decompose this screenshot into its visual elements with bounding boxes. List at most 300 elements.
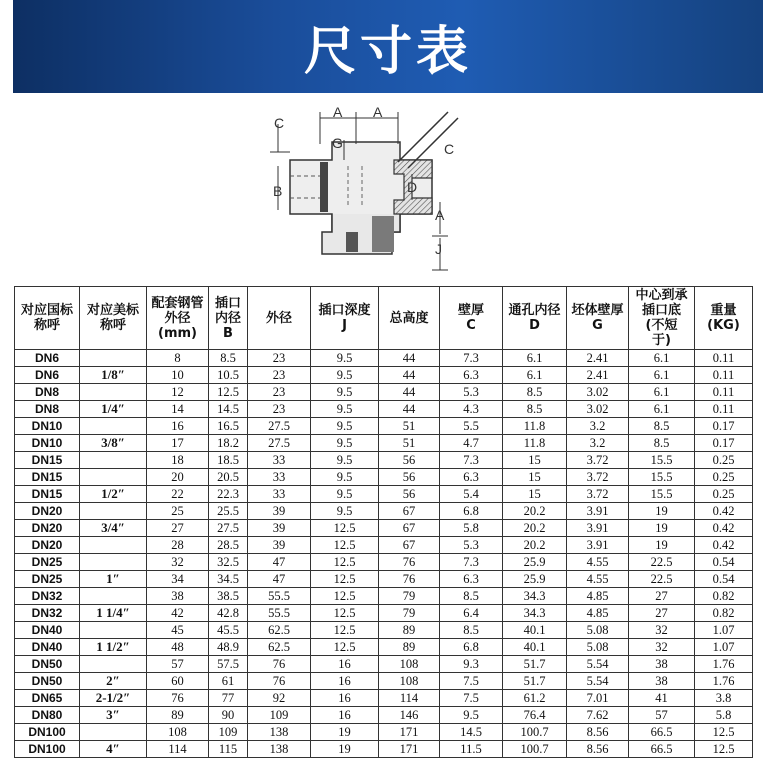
table-cell: 42.8 (209, 605, 248, 622)
table-cell: 8.5 (440, 588, 503, 605)
table-cell: 0.25 (695, 452, 753, 469)
table-cell: 61 (209, 673, 248, 690)
table-cell: 39 (248, 503, 311, 520)
table-cell: DN20 (15, 503, 80, 520)
table-cell: 7.5 (440, 690, 503, 707)
table-cell: 0.17 (695, 435, 753, 452)
table-cell: 57 (629, 707, 695, 724)
table-cell: 1.07 (695, 639, 753, 656)
table-cell: 4″ (80, 741, 147, 758)
table-cell: 9.5 (311, 469, 379, 486)
table-cell: DN15 (15, 486, 80, 503)
table-cell: 76 (248, 673, 311, 690)
table-cell: 0.54 (695, 571, 753, 588)
table-cell: DN80 (15, 707, 80, 724)
table-row (15, 486, 753, 503)
table-cell: 11.8 (503, 418, 567, 435)
table-cell: 90 (209, 707, 248, 724)
table-cell: DN15 (15, 452, 80, 469)
table-cell: 45.5 (209, 622, 248, 639)
table-cell: 42 (147, 605, 209, 622)
table-cell: 4.85 (567, 588, 629, 605)
table-row (15, 503, 753, 520)
table-cell: 4.85 (567, 605, 629, 622)
table-cell: 18.2 (209, 435, 248, 452)
table-cell: 5.3 (440, 537, 503, 554)
table-cell: 89 (379, 622, 440, 639)
table-cell: 5.54 (567, 656, 629, 673)
table-cell: 0.11 (695, 367, 753, 384)
table-cell: 9.5 (440, 707, 503, 724)
table-cell: DN6 (15, 350, 80, 367)
table-cell: 8.5 (503, 401, 567, 418)
table-cell: 32.5 (209, 554, 248, 571)
table-cell: 15.5 (629, 452, 695, 469)
table-cell: DN6 (15, 367, 80, 384)
table-cell: 3.8 (695, 690, 753, 707)
table-cell: DN20 (15, 520, 80, 537)
table-cell: 79 (379, 588, 440, 605)
table-cell: 15.5 (629, 486, 695, 503)
column-header: 插口 内径 B (209, 287, 248, 350)
table-cell: 18.5 (209, 452, 248, 469)
table-cell: 4.3 (440, 401, 503, 418)
table-cell: 5.08 (567, 622, 629, 639)
table-cell: 34 (147, 571, 209, 588)
table-cell: 4.7 (440, 435, 503, 452)
size-table (14, 286, 753, 758)
table-cell: DN100 (15, 724, 80, 741)
table-cell: 57 (147, 656, 209, 673)
table-row (15, 622, 753, 639)
label-a-right: A (373, 104, 383, 120)
table-cell: 47 (248, 571, 311, 588)
table-cell: 3″ (80, 707, 147, 724)
table-cell: DN15 (15, 469, 80, 486)
table-cell: 0.11 (695, 384, 753, 401)
table-cell: 57.5 (209, 656, 248, 673)
table-cell: 89 (147, 707, 209, 724)
table-row (15, 588, 753, 605)
table-cell: 3/4″ (80, 520, 147, 537)
table-cell: DN8 (15, 384, 80, 401)
table-cell: 38 (147, 588, 209, 605)
table-cell: 114 (147, 741, 209, 758)
table-cell: 1″ (80, 571, 147, 588)
table-cell: 6.8 (440, 503, 503, 520)
table-cell: 6.1 (629, 350, 695, 367)
table-cell: 15.5 (629, 469, 695, 486)
table-cell: 6.1 (629, 367, 695, 384)
table-cell: 3.72 (567, 486, 629, 503)
table-cell: 6.3 (440, 571, 503, 588)
table-cell: 108 (147, 724, 209, 741)
table-cell: 9.5 (311, 367, 379, 384)
table-cell: 27.5 (209, 520, 248, 537)
table-cell: 8.56 (567, 724, 629, 741)
table-cell (80, 724, 147, 741)
table-cell: 3.02 (567, 384, 629, 401)
table-cell: 45 (147, 622, 209, 639)
table-cell: 40.1 (503, 639, 567, 656)
table-cell: 1.07 (695, 622, 753, 639)
table-cell (80, 503, 147, 520)
table-cell: 12.5 (311, 520, 379, 537)
table-cell: 3.02 (567, 401, 629, 418)
table-row (15, 571, 753, 588)
table-cell: 0.54 (695, 554, 753, 571)
table-cell: 5.08 (567, 639, 629, 656)
table-cell: 3.72 (567, 469, 629, 486)
table-cell: 38.5 (209, 588, 248, 605)
table-cell: 77 (209, 690, 248, 707)
table-cell (80, 452, 147, 469)
table-cell: 0.82 (695, 605, 753, 622)
table-cell: 34.5 (209, 571, 248, 588)
table-row (15, 741, 753, 758)
table-cell (80, 350, 147, 367)
table-cell: 76.4 (503, 707, 567, 724)
table-cell: 7.5 (440, 673, 503, 690)
table-cell: DN50 (15, 656, 80, 673)
table-cell: 12.5 (695, 724, 753, 741)
table-cell: 8.56 (567, 741, 629, 758)
table-cell: 1.76 (695, 656, 753, 673)
table-cell: 0.25 (695, 469, 753, 486)
table-cell: 25.9 (503, 554, 567, 571)
table-cell: 7.3 (440, 350, 503, 367)
column-header: 壁厚 C (440, 287, 503, 350)
table-cell: DN10 (15, 418, 80, 435)
table-cell: 20.2 (503, 503, 567, 520)
table-cell: 48.9 (209, 639, 248, 656)
table-cell: 2.41 (567, 350, 629, 367)
table-cell (80, 469, 147, 486)
table-cell: 6.3 (440, 469, 503, 486)
table-cell: 41 (629, 690, 695, 707)
title-banner (13, 0, 763, 93)
tee-fitting-diagram (262, 104, 512, 276)
table-cell: 9.5 (311, 503, 379, 520)
table-cell: 0.17 (695, 418, 753, 435)
table-cell: 4.55 (567, 571, 629, 588)
table-cell: 51.7 (503, 656, 567, 673)
table-cell: 12 (147, 384, 209, 401)
table-cell: 32 (147, 554, 209, 571)
table-cell: 100.7 (503, 724, 567, 741)
table-cell (80, 384, 147, 401)
label-c-right: C (444, 141, 455, 157)
table-cell: 19 (311, 741, 379, 758)
table-cell: 17 (147, 435, 209, 452)
table-row (15, 656, 753, 673)
table-cell: 60 (147, 673, 209, 690)
table-cell: 27.5 (248, 418, 311, 435)
table-cell: 44 (379, 350, 440, 367)
table-cell: 7.01 (567, 690, 629, 707)
table-cell: 27.5 (248, 435, 311, 452)
table-cell: 16 (311, 690, 379, 707)
table-cell: 44 (379, 384, 440, 401)
table-cell: 23 (248, 367, 311, 384)
table-cell: 76 (248, 656, 311, 673)
table-cell: 0.25 (695, 486, 753, 503)
table-cell: 6.1 (503, 350, 567, 367)
table-cell: 23 (248, 350, 311, 367)
table-cell: 11.5 (440, 741, 503, 758)
table-cell: 12.5 (311, 588, 379, 605)
table-cell (80, 622, 147, 639)
table-cell: 89 (379, 639, 440, 656)
table-cell: 4.55 (567, 554, 629, 571)
label-a-left: A (333, 104, 343, 120)
column-header: 总高度 (379, 287, 440, 350)
table-cell: 39 (248, 537, 311, 554)
table-cell: DN25 (15, 571, 80, 588)
table-cell: 0.11 (695, 401, 753, 418)
table-row (15, 724, 753, 741)
table-cell: 12.5 (311, 554, 379, 571)
table-cell: DN50 (15, 673, 80, 690)
column-header: 通孔内径 D (503, 287, 567, 350)
table-cell: 47 (248, 554, 311, 571)
table-cell: 16 (311, 673, 379, 690)
column-header: 对应美标 称呼 (80, 287, 147, 350)
table-cell: 9.5 (311, 350, 379, 367)
column-header: 插口深度 J (311, 287, 379, 350)
table-cell: 27 (147, 520, 209, 537)
table-cell: 27 (629, 588, 695, 605)
table-cell: 9.5 (311, 452, 379, 469)
table-cell: 33 (248, 486, 311, 503)
label-j: J (435, 241, 442, 257)
table-cell: 3.91 (567, 537, 629, 554)
table-cell: 15 (503, 486, 567, 503)
table-cell: 1/8″ (80, 367, 147, 384)
column-header: 坯体壁厚 G (567, 287, 629, 350)
table-cell: 0.42 (695, 537, 753, 554)
table-cell: 34.3 (503, 588, 567, 605)
table-cell: 28.5 (209, 537, 248, 554)
table-cell: 5.4 (440, 486, 503, 503)
table-cell: 12.5 (311, 605, 379, 622)
table-cell: DN20 (15, 537, 80, 554)
table-cell: 0.42 (695, 503, 753, 520)
table-cell: 9.3 (440, 656, 503, 673)
table-cell: 8.5 (629, 418, 695, 435)
table-cell: 3.2 (567, 435, 629, 452)
table-cell (80, 537, 147, 554)
table-cell: 8.5 (440, 622, 503, 639)
table-cell: 25.5 (209, 503, 248, 520)
table-cell: 12.5 (311, 537, 379, 554)
table-cell: 3.2 (567, 418, 629, 435)
table-cell: 16.5 (209, 418, 248, 435)
table-cell: 22 (147, 486, 209, 503)
table-cell: 7.3 (440, 554, 503, 571)
table-cell: 138 (248, 741, 311, 758)
table-cell: 14 (147, 401, 209, 418)
table-cell: 27 (629, 605, 695, 622)
table-cell: 171 (379, 724, 440, 741)
table-cell: 1/4″ (80, 401, 147, 418)
table-cell: 12.5 (311, 622, 379, 639)
table-row (15, 605, 753, 622)
table-cell: 138 (248, 724, 311, 741)
table-cell: 19 (629, 537, 695, 554)
table-cell: 48 (147, 639, 209, 656)
table-cell: 20 (147, 469, 209, 486)
table-cell: 16 (147, 418, 209, 435)
table-cell: 76 (147, 690, 209, 707)
table-cell: 5.8 (695, 707, 753, 724)
label-a-bottom: A (435, 207, 445, 223)
table-cell: 8 (147, 350, 209, 367)
table-cell: 5.5 (440, 418, 503, 435)
table-cell: 22.5 (629, 571, 695, 588)
table-cell: 114 (379, 690, 440, 707)
table-row (15, 554, 753, 571)
table-cell: 171 (379, 741, 440, 758)
table-cell: DN8 (15, 401, 80, 418)
table-cell: 55.5 (248, 588, 311, 605)
table-row (15, 367, 753, 384)
table-cell: 20.5 (209, 469, 248, 486)
table-row (15, 520, 753, 537)
table-cell (80, 588, 147, 605)
table-cell: 1 1/2″ (80, 639, 147, 656)
column-header: 外径 (248, 287, 311, 350)
table-row (15, 350, 753, 367)
table-cell: 11.8 (503, 435, 567, 452)
table-row (15, 690, 753, 707)
table-cell: 1 1/4″ (80, 605, 147, 622)
table-cell: 146 (379, 707, 440, 724)
table-cell: 108 (379, 673, 440, 690)
table-cell: 6.3 (440, 367, 503, 384)
table-header-row (15, 287, 753, 350)
table-cell: 8.5 (209, 350, 248, 367)
table-cell: 51.7 (503, 673, 567, 690)
table-row (15, 537, 753, 554)
table-cell: 25 (147, 503, 209, 520)
table-cell: 15 (503, 452, 567, 469)
table-cell: 39 (248, 520, 311, 537)
table-cell: DN100 (15, 741, 80, 758)
table-cell: 1.76 (695, 673, 753, 690)
table-cell: DN25 (15, 554, 80, 571)
table-cell: 9.5 (311, 418, 379, 435)
table-cell: 9.5 (311, 401, 379, 418)
table-cell: 19 (629, 503, 695, 520)
table-row (15, 435, 753, 452)
table-cell: 92 (248, 690, 311, 707)
table-cell: 32 (629, 622, 695, 639)
table-cell: 61.2 (503, 690, 567, 707)
table-row (15, 401, 753, 418)
table-cell: 56 (379, 452, 440, 469)
column-header: 对应国标 称呼 (15, 287, 80, 350)
table-cell: 115 (209, 741, 248, 758)
table-cell: DN10 (15, 435, 80, 452)
table-row (15, 384, 753, 401)
table-cell: 33 (248, 469, 311, 486)
table-cell: 12.5 (311, 571, 379, 588)
table-cell: DN32 (15, 588, 80, 605)
table-cell: 18 (147, 452, 209, 469)
column-header: 中心到承 插口底 (不短 于) (629, 287, 695, 350)
table-row (15, 418, 753, 435)
table-cell: 2-1/2″ (80, 690, 147, 707)
table-cell: 108 (379, 656, 440, 673)
banner-title: 尺寸表 (303, 22, 472, 82)
table-cell: 16 (311, 656, 379, 673)
table-cell (80, 418, 147, 435)
table-cell: 62.5 (248, 639, 311, 656)
table-cell: 9.5 (311, 384, 379, 401)
table-cell: 2.41 (567, 367, 629, 384)
table-row (15, 673, 753, 690)
table-cell: 16 (311, 707, 379, 724)
table-cell: 8.5 (629, 435, 695, 452)
table-row (15, 707, 753, 724)
table-cell: 5.8 (440, 520, 503, 537)
table-row (15, 639, 753, 656)
label-c-left: C (274, 115, 285, 131)
table-body (15, 350, 753, 758)
table-cell: 44 (379, 367, 440, 384)
label-d: D (407, 179, 418, 195)
table-cell: 7.3 (440, 452, 503, 469)
table-cell: DN32 (15, 605, 80, 622)
table-cell: 14.5 (440, 724, 503, 741)
table-cell: 9.5 (311, 435, 379, 452)
table-cell: 67 (379, 520, 440, 537)
table-cell: 23 (248, 401, 311, 418)
table-cell: 20.2 (503, 537, 567, 554)
table-cell (80, 656, 147, 673)
table-cell: 51 (379, 435, 440, 452)
table-cell: 12.5 (695, 741, 753, 758)
table-cell: 3.91 (567, 520, 629, 537)
label-b: B (273, 183, 283, 199)
tee-fitting-drawing (262, 104, 512, 276)
table-cell: 55.5 (248, 605, 311, 622)
table-cell: 6.1 (503, 367, 567, 384)
table-cell: 33 (248, 452, 311, 469)
table-cell: 79 (379, 605, 440, 622)
table-cell: 28 (147, 537, 209, 554)
table-cell: 56 (379, 469, 440, 486)
table-cell: 109 (209, 724, 248, 741)
table-cell: 66.5 (629, 741, 695, 758)
table-cell: 76 (379, 571, 440, 588)
table-cell: DN40 (15, 622, 80, 639)
table-cell: 22.3 (209, 486, 248, 503)
table-cell: 12.5 (311, 639, 379, 656)
table-cell: 22.5 (629, 554, 695, 571)
table-cell: 7.62 (567, 707, 629, 724)
table-cell: 12.5 (209, 384, 248, 401)
table-cell: 15 (503, 469, 567, 486)
table-cell: 10.5 (209, 367, 248, 384)
table-cell: 67 (379, 537, 440, 554)
table-cell: 2″ (80, 673, 147, 690)
table-row (15, 469, 753, 486)
table-cell: 51 (379, 418, 440, 435)
table-cell: 1/2″ (80, 486, 147, 503)
table-cell: 6.1 (629, 401, 695, 418)
